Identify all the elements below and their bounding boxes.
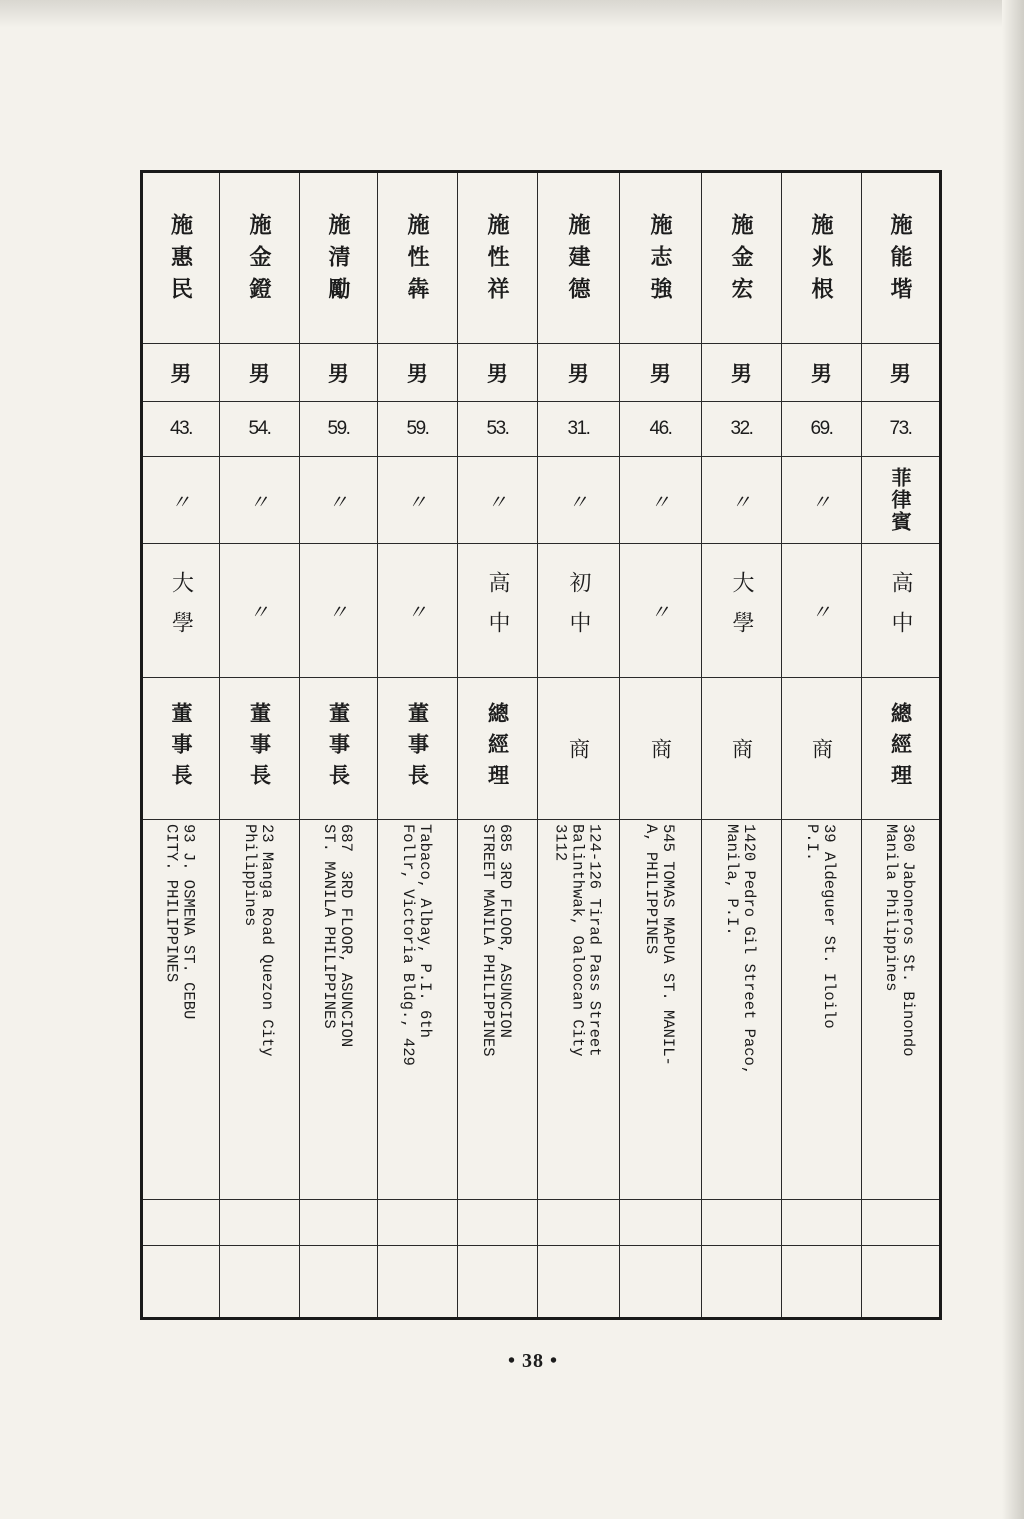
sex-cell: 男 (702, 343, 781, 401)
education-cell: 初中 (538, 543, 619, 677)
age-cell: 53. (458, 401, 537, 456)
table-row (219, 173, 299, 1317)
age-cell: 73. (862, 401, 939, 456)
table-row (457, 173, 537, 1317)
age-cell: 46. (620, 401, 701, 456)
age-cell: 59. (300, 401, 377, 456)
age-cell: 32. (702, 401, 781, 456)
sex-cell: 男 (300, 343, 377, 401)
occupation-cell: 商 (782, 677, 861, 819)
blank-cell (300, 1199, 377, 1245)
sex-cell: 男 (378, 343, 457, 401)
education-cell: 〃 (300, 543, 377, 677)
occupation-cell: 董事長 (378, 677, 457, 819)
occupation-cell: 董事長 (143, 677, 219, 819)
nationality-cell: 〃 (538, 456, 619, 543)
age-cell: 43. (143, 401, 219, 456)
education-cell: 大學 (143, 543, 219, 677)
education-cell: 〃 (782, 543, 861, 677)
address-cell: 685 3RD FLOOR, ASUNCION STREET MANILA PHILIPPINES (458, 819, 537, 1199)
blank-cell (702, 1199, 781, 1245)
nationality-cell: 〃 (300, 456, 377, 543)
education-cell: 高中 (862, 543, 939, 677)
scan-top-edge (0, 0, 1024, 28)
name-cell: 施能堦 (887, 213, 913, 309)
education-cell: 〃 (620, 543, 701, 677)
address-cell: 23 Manga Road Quezon City Philippines (220, 819, 299, 1199)
name-cell: 施志強 (647, 213, 673, 309)
address-cell: Tabaco, Albay, P.I. 6th Follr, Victoria Bldg., 429 (378, 819, 457, 1199)
occupation-cell: 董事長 (220, 677, 299, 819)
blank-cell (220, 1199, 299, 1245)
sex-cell: 男 (782, 343, 861, 401)
sex-cell: 男 (220, 343, 299, 401)
sex-cell: 男 (143, 343, 219, 401)
blank-cell (862, 1199, 939, 1245)
blank-cell (458, 1199, 537, 1245)
name-cell: 施惠民 (167, 213, 194, 309)
occupation-cell: 總經理 (458, 677, 537, 819)
scan-right-edge (1002, 0, 1024, 1519)
age-cell: 69. (782, 401, 861, 456)
sex-cell: 男 (538, 343, 619, 401)
nationality-cell: 〃 (702, 456, 781, 543)
blank-cell (782, 1245, 861, 1317)
age-cell: 31. (538, 401, 619, 456)
name-cell: 施建德 (565, 213, 591, 309)
blank-cell (782, 1199, 861, 1245)
nationality-cell: 〃 (458, 456, 537, 543)
blank-cell (458, 1245, 537, 1317)
nationality-cell: 菲律賓 (862, 456, 939, 543)
age-cell: 54. (220, 401, 299, 456)
blank-cell (862, 1245, 939, 1317)
address-cell: 687 3RD FLOOR, ASUNCION ST. MANILA PHILIPPINES (300, 819, 377, 1199)
blank-cell (143, 1199, 219, 1245)
member-register-table (140, 170, 942, 1320)
address-cell: 545 TOMAS MAPUA ST. MANIL- A, PHILIPPINES (620, 819, 701, 1199)
education-cell: 〃 (378, 543, 457, 677)
table-row (619, 173, 701, 1317)
blank-cell (538, 1199, 619, 1245)
address-cell: 93 J. OSMENA ST. CEBU CITY. PHILIPPINES (143, 819, 219, 1199)
table-row (781, 173, 861, 1317)
name-cell: 施清勵 (325, 213, 351, 309)
name-cell: 施性祥 (484, 213, 510, 309)
occupation-cell: 總經理 (862, 677, 939, 819)
name-cell: 施金鐙 (246, 213, 272, 309)
age-cell: 59. (378, 401, 457, 456)
name-cell: 施兆根 (808, 213, 834, 309)
nationality-cell: 〃 (220, 456, 299, 543)
table-row (861, 173, 939, 1317)
blank-cell (620, 1245, 701, 1317)
education-cell: 〃 (220, 543, 299, 677)
name-cell: 施金宏 (728, 213, 754, 309)
blank-cell (378, 1245, 457, 1317)
occupation-cell: 商 (538, 677, 619, 819)
table-row (537, 173, 619, 1317)
blank-cell (538, 1245, 619, 1317)
nationality-cell: 〃 (378, 456, 457, 543)
nationality-cell: 〃 (782, 456, 861, 543)
sex-cell: 男 (862, 343, 939, 401)
page-number: • 38 • (507, 1350, 558, 1372)
address-cell: 39 Aldeguer St. Iloilo P.I. (782, 819, 861, 1199)
address-cell: 124-126 Tirad Pass Street Balinthwak, Oaloocan City 3112 (538, 819, 619, 1199)
blank-cell (300, 1245, 377, 1317)
blank-cell (220, 1245, 299, 1317)
blank-cell (378, 1199, 457, 1245)
table-row (701, 173, 781, 1317)
address-cell: 360 Jaboneros St. Binondo Manila Philippines (862, 819, 939, 1199)
nationality-cell: 〃 (620, 456, 701, 543)
table-row (377, 173, 457, 1317)
sex-cell: 男 (620, 343, 701, 401)
blank-cell (143, 1245, 219, 1317)
occupation-cell: 商 (620, 677, 701, 819)
table-row (143, 173, 219, 1317)
education-cell: 高中 (458, 543, 537, 677)
address-cell: 1420 Pedro Gil Street Paco, Manila, P.I. (702, 819, 781, 1199)
blank-cell (620, 1199, 701, 1245)
name-cell: 施性犇 (404, 213, 430, 309)
nationality-cell: 〃 (143, 456, 219, 543)
education-cell: 大學 (702, 543, 781, 677)
blank-cell (702, 1245, 781, 1317)
sex-cell: 男 (458, 343, 537, 401)
occupation-cell: 商 (702, 677, 781, 819)
occupation-cell: 董事長 (300, 677, 377, 819)
table-row (299, 173, 377, 1317)
